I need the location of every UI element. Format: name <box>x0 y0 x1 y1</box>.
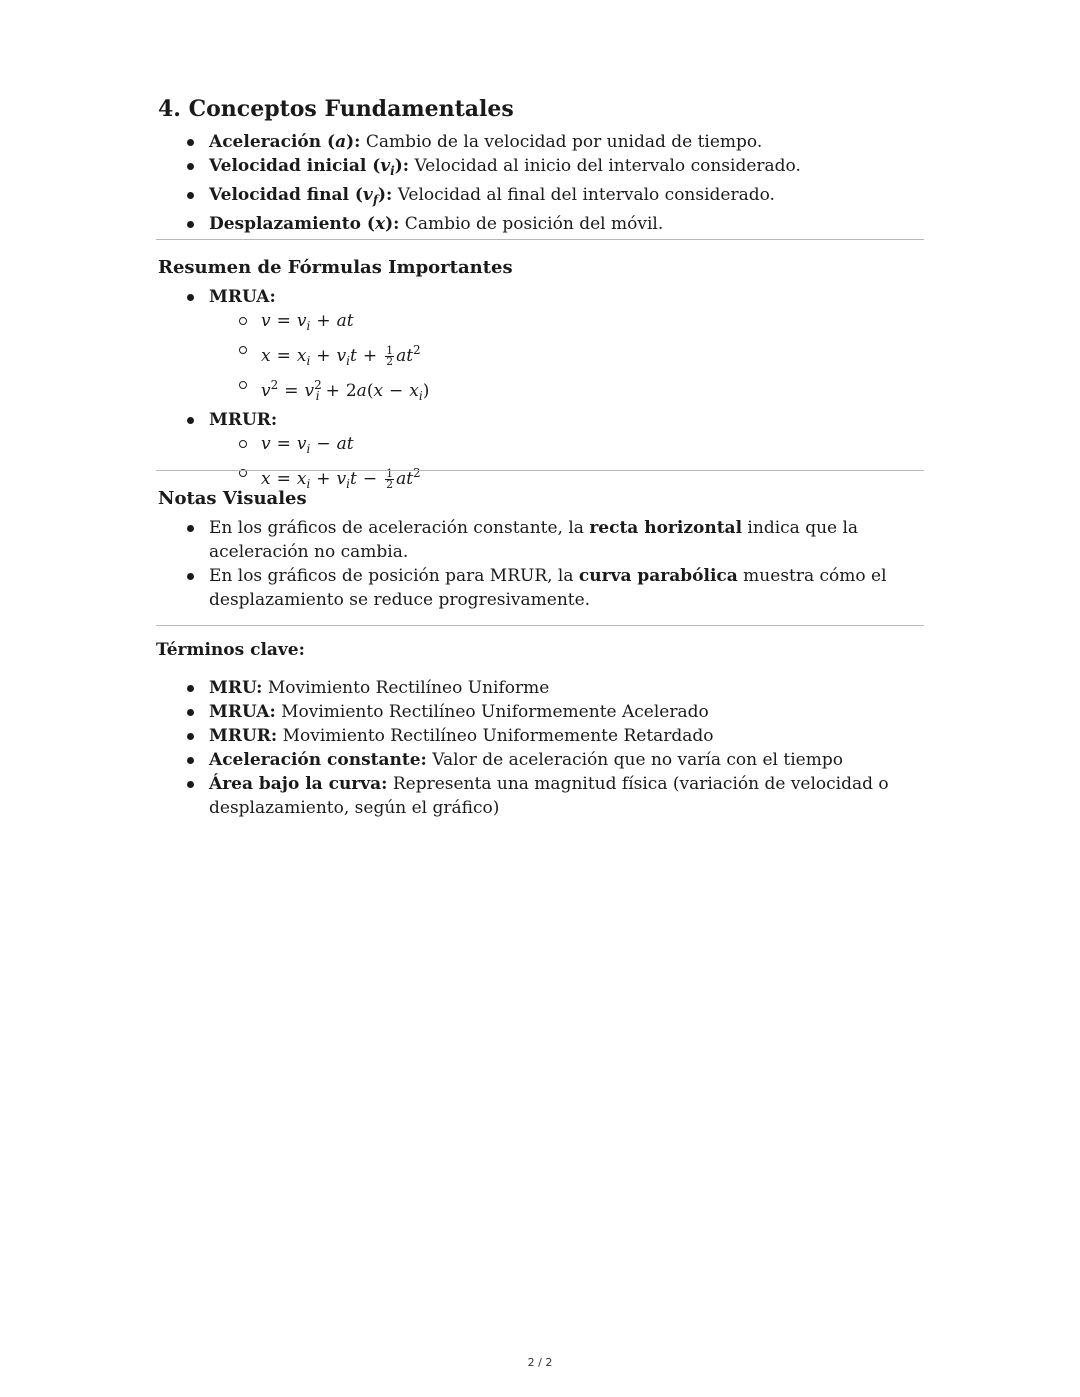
list-item: En los gráficos de posición para MRUR, la curva parabólica muestra cómo el desplazamiento se reduce progresivamente. <box>158 564 924 612</box>
page-number: 2 / 2 <box>527 1356 553 1369</box>
divider <box>156 470 924 471</box>
list-item: Aceleración (a): Cambio de la velocidad por unidad de tiempo. <box>158 130 924 154</box>
notes-list <box>158 516 924 612</box>
list-item: Área bajo la curva: Representa una magnitud física (variación de velocidad o desplazamiento, según el gráfico) <box>158 772 924 820</box>
section-title: 4. Conceptos Fundamentales <box>158 96 514 122</box>
formula-mrua-2: $x = x_i + v_it$ + $\frac{1}{2}$ $at^2$ <box>209 338 924 373</box>
terms-list <box>158 676 924 820</box>
formula-mrua-1: $v = v_i$ + at <box>209 309 924 338</box>
mrur-item: MRUR: $v = v_i$ − at $x = x_i + v_it$ − $\frac{1}{2}$ $at^2$ <box>158 408 924 496</box>
mrua-item: MRUA: $v = v_i$ + at $x = x_i + v_it$ + $\frac{1}{2}$ $at^2$ $v^2 = v^2_i + 2a(x - x_i)$ <box>158 285 924 408</box>
section-notes <box>158 486 924 612</box>
formula-mrur-1: $v = v_i$ − at <box>209 432 924 461</box>
section-formulas <box>158 255 924 496</box>
list-item: Aceleración constante: Valor de aceleración que no varía con el tiempo <box>158 748 924 772</box>
terms-title: Términos clave: <box>156 640 305 660</box>
formula-mrur-2: $x = x_i + v_it$ − $\frac{1}{2}$ $at^2$ <box>209 461 924 496</box>
formulas-title: Resumen de Fórmulas Importantes <box>158 257 513 278</box>
list-item: MRUA: Movimiento Rectilíneo Uniformemente Acelerado <box>158 700 924 724</box>
formulas-list <box>158 285 924 496</box>
concepts-list <box>158 130 924 236</box>
list-item: Velocidad final $(v_f)$: Velocidad al final del intervalo considerado. <box>158 183 924 212</box>
list-item: Velocidad inicial $(v_i)$: Velocidad al inicio del intervalo considerado. <box>158 154 924 183</box>
section-terms <box>158 638 924 820</box>
list-item: MRUR: Movimiento Rectilíneo Uniformemente Retardado <box>158 724 924 748</box>
list-item: En los gráficos de aceleración constante, la recta horizontal indica que la aceleración no cambia. <box>158 516 924 564</box>
mrua-formulas <box>209 309 924 408</box>
divider <box>156 239 924 240</box>
list-item: MRU: Movimiento Rectilíneo Uniforme <box>158 676 924 700</box>
notes-title: Notas Visuales <box>158 488 307 509</box>
section-conceptos <box>158 94 924 236</box>
divider <box>156 625 924 626</box>
formula-mrua-3: $v^2 = v^2_i + 2a(x - x_i)$ <box>209 373 924 408</box>
list-item: Desplazamiento (x): Cambio de posición del móvil. <box>158 212 924 236</box>
